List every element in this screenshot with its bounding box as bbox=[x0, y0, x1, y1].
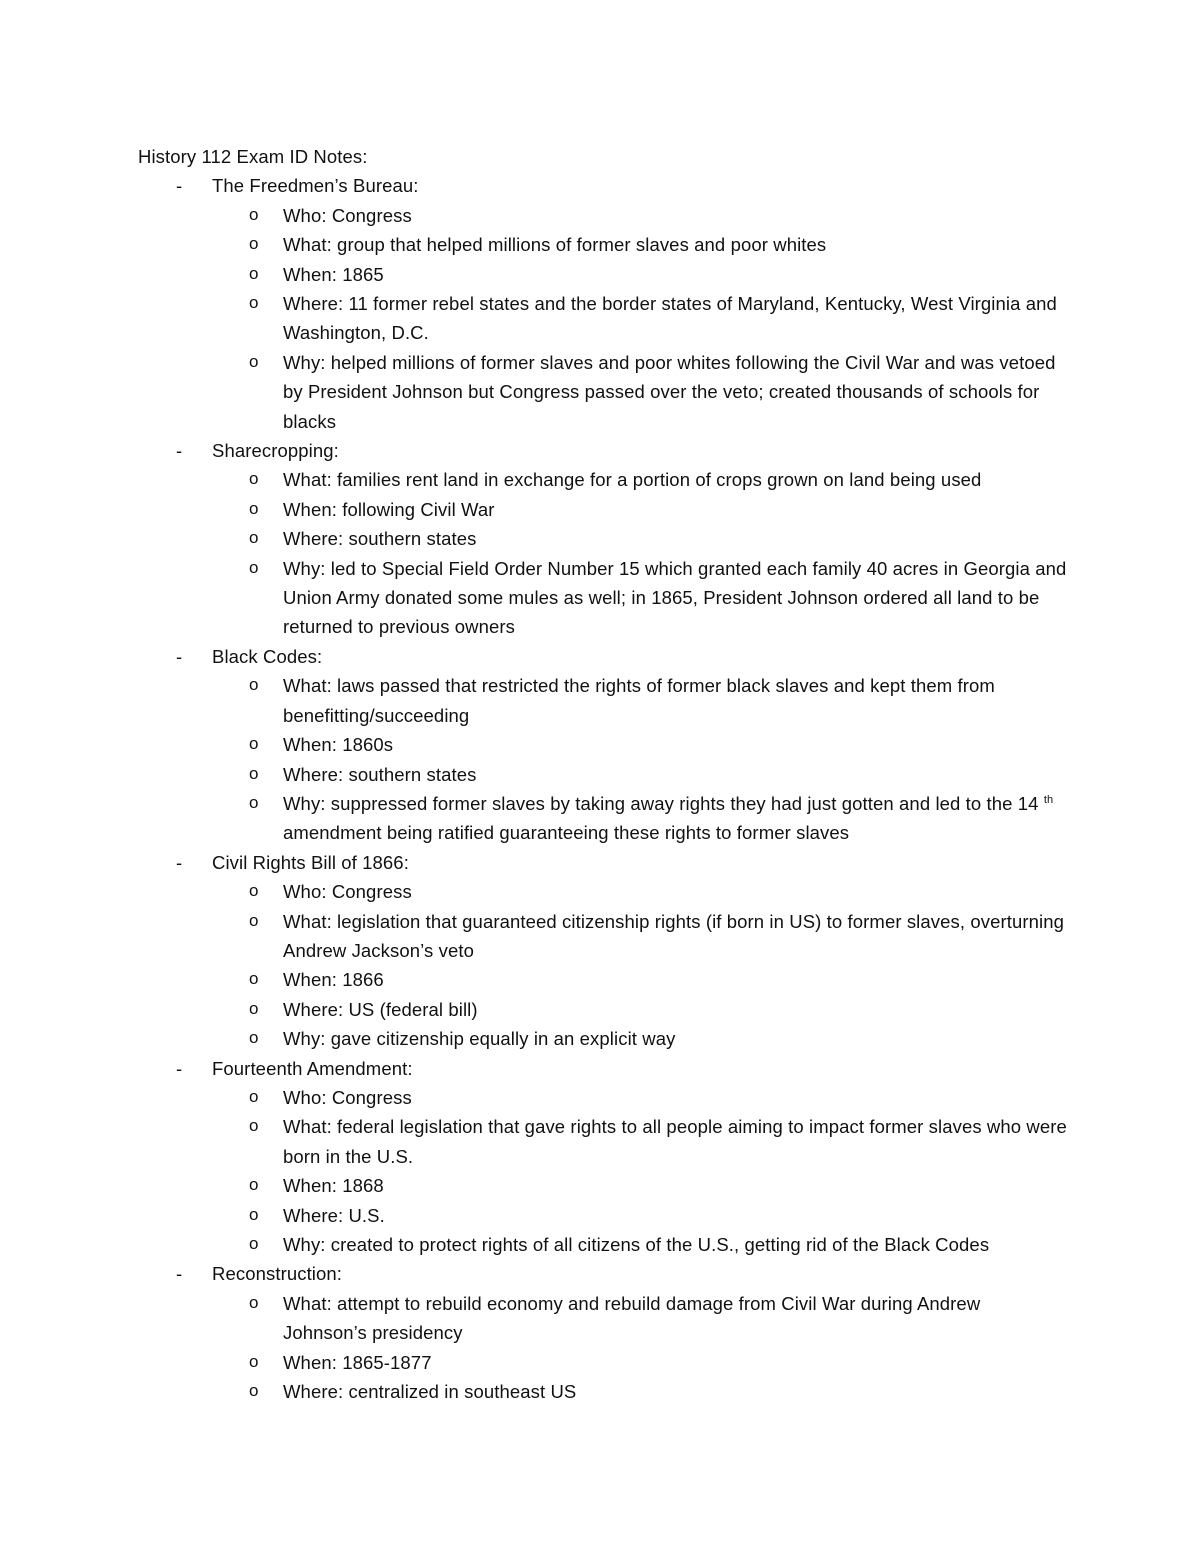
circle-bullet: o bbox=[249, 1116, 259, 1136]
detail-item bbox=[212, 1083, 1068, 1112]
detail-text: Who: Congress bbox=[283, 1086, 412, 1108]
topic-heading: Reconstruction: bbox=[212, 1263, 343, 1285]
detail-text: When: following Civil War bbox=[283, 498, 495, 520]
detail-text: Where: centralized in southeast US bbox=[283, 1381, 577, 1403]
circle-bullet: o bbox=[249, 234, 259, 254]
detail-item bbox=[212, 760, 1068, 789]
detail-item bbox=[212, 260, 1068, 289]
circle-bullet: o bbox=[249, 204, 259, 224]
topic-item-2 bbox=[138, 436, 1068, 642]
detail-text: When: 1865-1877 bbox=[283, 1351, 432, 1373]
detail-item bbox=[212, 965, 1068, 994]
detail-text: What: federal legislation that gave rights to all people aiming to impact former slaves who were born in the U.S. bbox=[283, 1116, 1067, 1167]
circle-bullet: o bbox=[249, 1028, 259, 1048]
detail-item bbox=[212, 1112, 1068, 1171]
circle-bullet: o bbox=[249, 1204, 259, 1224]
detail-list bbox=[212, 1083, 1068, 1259]
topic-heading: The Freedmen’s Bureau: bbox=[212, 175, 419, 197]
dash-bullet: - bbox=[176, 175, 183, 197]
detail-list bbox=[212, 877, 1068, 1053]
dash-bullet: - bbox=[176, 440, 183, 462]
detail-item bbox=[212, 730, 1068, 759]
detail-item bbox=[212, 495, 1068, 524]
circle-bullet: o bbox=[249, 763, 259, 783]
detail-item bbox=[212, 995, 1068, 1024]
detail-text: Where: southern states bbox=[283, 763, 477, 785]
detail-item bbox=[212, 1024, 1068, 1053]
circle-bullet: o bbox=[249, 469, 259, 489]
detail-item bbox=[212, 348, 1068, 436]
detail-text: Where: U.S. bbox=[283, 1204, 385, 1226]
detail-list bbox=[212, 671, 1068, 847]
circle-bullet: o bbox=[249, 293, 259, 313]
document-title: History 112 Exam ID Notes: bbox=[138, 146, 368, 167]
topic-heading: Black Codes: bbox=[212, 645, 323, 667]
circle-bullet: o bbox=[249, 1234, 259, 1254]
detail-text: What: group that helped millions of former slaves and poor whites bbox=[283, 234, 827, 256]
detail-text: What: families rent land in exchange for a portion of crops grown on land being used bbox=[283, 469, 982, 491]
topic-item-4 bbox=[138, 848, 1068, 1054]
detail-item bbox=[212, 907, 1068, 966]
circle-bullet: o bbox=[249, 1351, 259, 1371]
detail-item bbox=[212, 465, 1068, 494]
topic-heading: Sharecropping: bbox=[212, 440, 339, 462]
circle-bullet: o bbox=[249, 792, 259, 812]
superscript: th bbox=[1043, 793, 1054, 806]
dash-bullet: - bbox=[176, 1057, 183, 1079]
circle-bullet: o bbox=[249, 1292, 259, 1312]
detail-item bbox=[212, 1289, 1068, 1348]
detail-text: When: 1868 bbox=[283, 1175, 384, 1197]
circle-bullet: o bbox=[249, 998, 259, 1018]
detail-text: What: legislation that guaranteed citizenship rights (if born in US) to former slaves, overturning Andrew Jackson’s veto bbox=[283, 910, 1064, 961]
detail-item bbox=[212, 524, 1068, 553]
detail-item bbox=[212, 789, 1068, 848]
circle-bullet: o bbox=[249, 1086, 259, 1106]
detail-text: When: 1860s bbox=[283, 734, 394, 756]
detail-text: When: 1866 bbox=[283, 969, 384, 991]
detail-text: Why: led to Special Field Order Number 15 which granted each family 40 acres in Georgia and Union Army donated some mules as well; in 1865, President Johnson ordered all land to be returned to previous owners bbox=[283, 557, 1067, 638]
topic-item-1 bbox=[138, 171, 1068, 436]
detail-item bbox=[212, 1201, 1068, 1230]
topic-heading: Civil Rights Bill of 1866: bbox=[212, 851, 409, 873]
detail-text: When: 1865 bbox=[283, 263, 384, 285]
detail-text: Where: southern states bbox=[283, 528, 477, 550]
detail-item bbox=[212, 1377, 1068, 1406]
circle-bullet: o bbox=[249, 734, 259, 754]
circle-bullet: o bbox=[249, 528, 259, 548]
dash-bullet: - bbox=[176, 851, 183, 873]
detail-text: Why: gave citizenship equally in an explicit way bbox=[283, 1028, 676, 1050]
circle-bullet: o bbox=[249, 351, 259, 371]
detail-text: Why: suppressed former slaves by taking away rights they had just gotten and led to the 14 bbox=[283, 792, 1039, 814]
topic-list bbox=[138, 171, 1068, 1406]
circle-bullet: o bbox=[249, 910, 259, 930]
topic-item-3 bbox=[138, 642, 1068, 848]
detail-item bbox=[212, 554, 1068, 642]
detail-list bbox=[212, 201, 1068, 436]
detail-text: What: attempt to rebuild economy and rebuild damage from Civil War during Andrew Johnson’s presidency bbox=[283, 1292, 981, 1344]
detail-item bbox=[212, 201, 1068, 230]
detail-item bbox=[212, 1348, 1068, 1377]
detail-list bbox=[212, 465, 1068, 641]
circle-bullet: o bbox=[249, 498, 259, 518]
topic-heading: Fourteenth Amendment: bbox=[212, 1057, 413, 1079]
detail-text: Where: 11 former rebel states and the border states of Maryland, Kentucky, West Virginia and Washington, D.C. bbox=[283, 293, 1057, 344]
detail-item bbox=[212, 671, 1068, 730]
dash-bullet: - bbox=[176, 645, 183, 667]
detail-item bbox=[212, 1171, 1068, 1200]
circle-bullet: o bbox=[249, 675, 259, 695]
circle-bullet: o bbox=[249, 969, 259, 989]
detail-item bbox=[212, 230, 1068, 259]
circle-bullet: o bbox=[249, 557, 259, 577]
notes-document bbox=[138, 142, 1068, 1406]
detail-item bbox=[212, 1230, 1068, 1259]
detail-item bbox=[212, 289, 1068, 348]
detail-text: Why: created to protect rights of all citizens of the U.S., getting rid of the Black Codes bbox=[283, 1234, 990, 1256]
detail-text-continued: amendment being ratified guaranteeing these rights to former slaves bbox=[283, 822, 850, 844]
detail-text: What: laws passed that restricted the rights of former black slaves and kept them from benefitting/succeeding bbox=[283, 675, 995, 726]
detail-list bbox=[212, 1289, 1068, 1407]
dash-bullet: - bbox=[176, 1263, 183, 1285]
detail-text: Who: Congress bbox=[283, 204, 412, 226]
detail-text: Why: helped millions of former slaves and poor whites following the Civil War and was vetoed by President Johnson but Congress passed over the veto; created thousands of schools for blacks bbox=[283, 351, 1056, 432]
circle-bullet: o bbox=[249, 881, 259, 901]
topic-item-6 bbox=[138, 1259, 1068, 1406]
detail-text: Where: US (federal bill) bbox=[283, 998, 478, 1020]
circle-bullet: o bbox=[249, 1175, 259, 1195]
circle-bullet: o bbox=[249, 1381, 259, 1401]
detail-text: Who: Congress bbox=[283, 881, 412, 903]
detail-item bbox=[212, 877, 1068, 906]
topic-item-5 bbox=[138, 1054, 1068, 1260]
circle-bullet: o bbox=[249, 263, 259, 283]
